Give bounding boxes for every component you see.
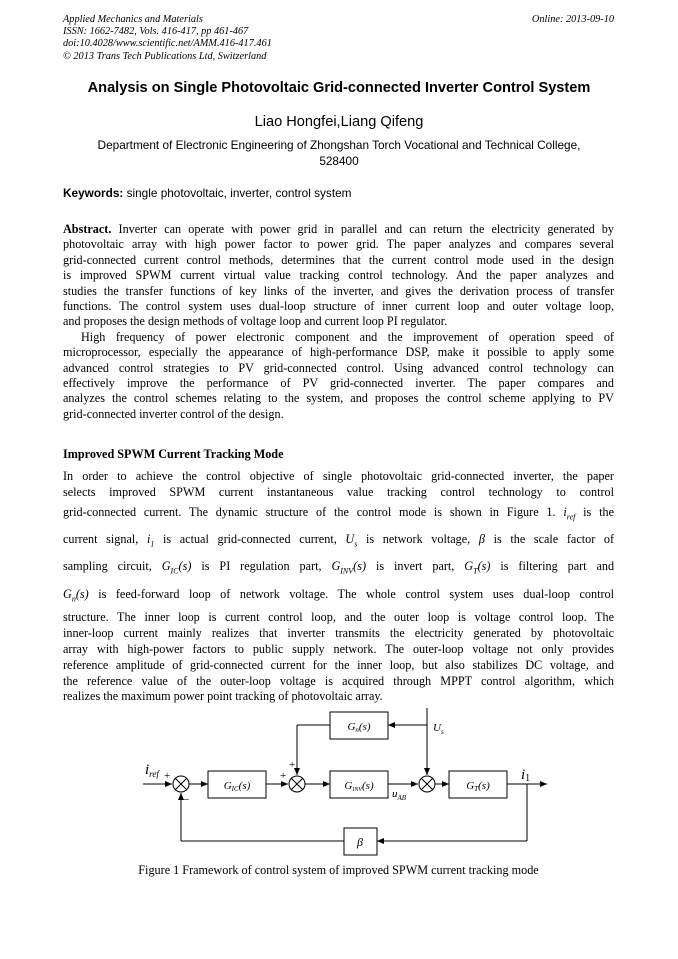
abstract-line: photovoltaic array with high power factor to power grid. The paper analyzes and compares several [63, 237, 614, 252]
symbol-gic: $G_{IC}(s)$ [161, 559, 192, 576]
paper-authors: Liao Hongfei,Liang Qifeng [254, 114, 424, 130]
abstract-line: functions. The control system uses dual-loop structure of inner current loop and outer voltage loop, [63, 299, 614, 314]
affiliation-postcode: 528400 [319, 153, 359, 168]
keywords-label: Keywords: [63, 186, 124, 200]
control-block-diagram [0, 700, 678, 860]
figure-caption: Figure 1 Framework of control system of improved SPWM current tracking mode [138, 863, 539, 877]
section-heading: Improved SPWM Current Tracking Mode [63, 447, 284, 461]
label-ginv: GINV(s) [344, 780, 374, 793]
journal-name: Applied Mechanics and Materials [63, 14, 203, 25]
abstract-line: is improved SPWM current virtual value tracking control technology. And the paper analyzes and [63, 268, 614, 283]
doi-line[interactable]: doi:10.4028/www.scientific.net/AMM.416-417.461 [63, 38, 272, 50]
sign-plus-1: + [164, 770, 171, 782]
sign-plus-3: + [289, 759, 296, 771]
label-us: $U_s$ [433, 722, 444, 736]
symbol-us: $U_s$ [345, 532, 358, 549]
paragraph-line: advanced control strategies to PV grid-connected control. Using advanced control technology can [63, 360, 614, 375]
abstract [63, 222, 614, 422]
paragraph-line: High frequency of power electronic component and the improvement of operation speed of [81, 329, 614, 344]
body-line: realizes the maximum power point tracking of photovoltaic array. [63, 689, 383, 704]
block-ginv [330, 771, 388, 798]
body-line: selects improved SPWM current instantaneous value tracking control technology to control [63, 484, 614, 499]
issn-line: ISSN: 1662-7482, Vols. 416-417, pp 461-467 [63, 26, 249, 38]
label-beta: β [357, 835, 363, 849]
label-gn: Gn(s) [347, 721, 371, 734]
body-line: array with high-power factors to public supply network. The outer-loop voltage not only provides [63, 641, 614, 656]
abstract-line: Abstract. Inverter can operate with power grid in parallel and can return the electricity generated by [63, 222, 614, 236]
symbol-ginv: $G_{INV}(s)$ [331, 559, 367, 576]
symbol-iref: $i_{ref}$ [563, 504, 576, 522]
paper-affiliation [72, 138, 606, 169]
body-line: $G_n(s)$ is feed-forward loop of network voltage. The whole control system uses dual-loop control [63, 586, 615, 604]
paragraph-line: analyzes the control schemes relating to the system, and proposes the control scheme applying to PV [63, 391, 614, 406]
abstract-label: Abstract. [63, 222, 112, 236]
section-body [63, 469, 614, 705]
body-line: current signal, $i_1$ is actual grid-connected current, $U_s$ is network voltage, β is the scale factor of [63, 532, 615, 549]
journal-header [63, 14, 272, 63]
label-iref: $i_{ref}$ [145, 762, 159, 779]
online-date: Online: 2013-09-10 [531, 14, 614, 25]
body-line: structure. The inner loop is current control loop, and the outer loop is voltage control loop. The [63, 610, 614, 625]
body-line: the reference value of the outer-loop voltage is acquired through MPPT control algorithm, which [63, 673, 614, 688]
body-line: inner-loop current mainly realizes that inverter transmits the electricity generated by photovoltaic [63, 626, 614, 641]
affiliation-line: Department of Electronic Engineering of Zhongshan Torch Vocational and Technical College, [97, 138, 581, 152]
label-i1: i1 [521, 767, 531, 784]
paragraph-line: effectively improve the performance of PV grid-connected inverter. The paper compares and [63, 376, 614, 391]
sign-minus-1: − [183, 794, 190, 806]
abstract-line: and proposes the design methods of voltage loop and current loop PI regulator. [63, 314, 448, 329]
symbol-i1: $i_1$ [146, 532, 155, 549]
symbol-gt: $G_T(s)$ [464, 559, 491, 576]
body-line: reference amplitude of grid-connected current for the inner loop, but also stabilizes DC voltage, and [63, 657, 614, 672]
symbol-gn: $G_n(s)$ [63, 586, 89, 604]
body-line: grid-connected current. The dynamic structure of the control mode is shown in Figure 1. $i_{ref}$ is the [63, 504, 615, 522]
keywords-text: single photovoltaic, inverter, control system [123, 186, 352, 200]
symbol-beta: β [478, 532, 485, 547]
body-line: sampling circuit, $G_{IC}(s)$ is PI regulation part, $G_{INV}(s)$ is invert part, $G_T(s)$ is filtering part and [63, 559, 615, 576]
label-gic: GIC(s) [223, 780, 251, 793]
label-gt: GT(s) [466, 780, 490, 793]
abstract-line: grid-connected current control methods, determines that the current control mode used in the design [63, 252, 614, 267]
copyright-line: © 2013 Trans Tech Publications Ltd, Switzerland [63, 50, 267, 62]
sign-plus-2: + [280, 770, 287, 782]
label-uab: $u_{AB}$ [392, 788, 407, 802]
abstract-line: studies the transfer functions of key links of the inverter, and gives the derivation process of transfer [63, 283, 614, 298]
keywords [63, 186, 352, 200]
paper-title: Analysis on Single Photovoltaic Grid-connected Inverter Control System [87, 80, 591, 96]
paragraph-line: grid-connected inverter control of the design. [63, 406, 284, 421]
body-line: In order to achieve the control objective of single photovoltaic grid-connected inverter, the paper [63, 469, 614, 483]
paragraph-line: microprocessor, especially the appearance of high-performance DSP, make it possible to apply some [63, 345, 614, 360]
